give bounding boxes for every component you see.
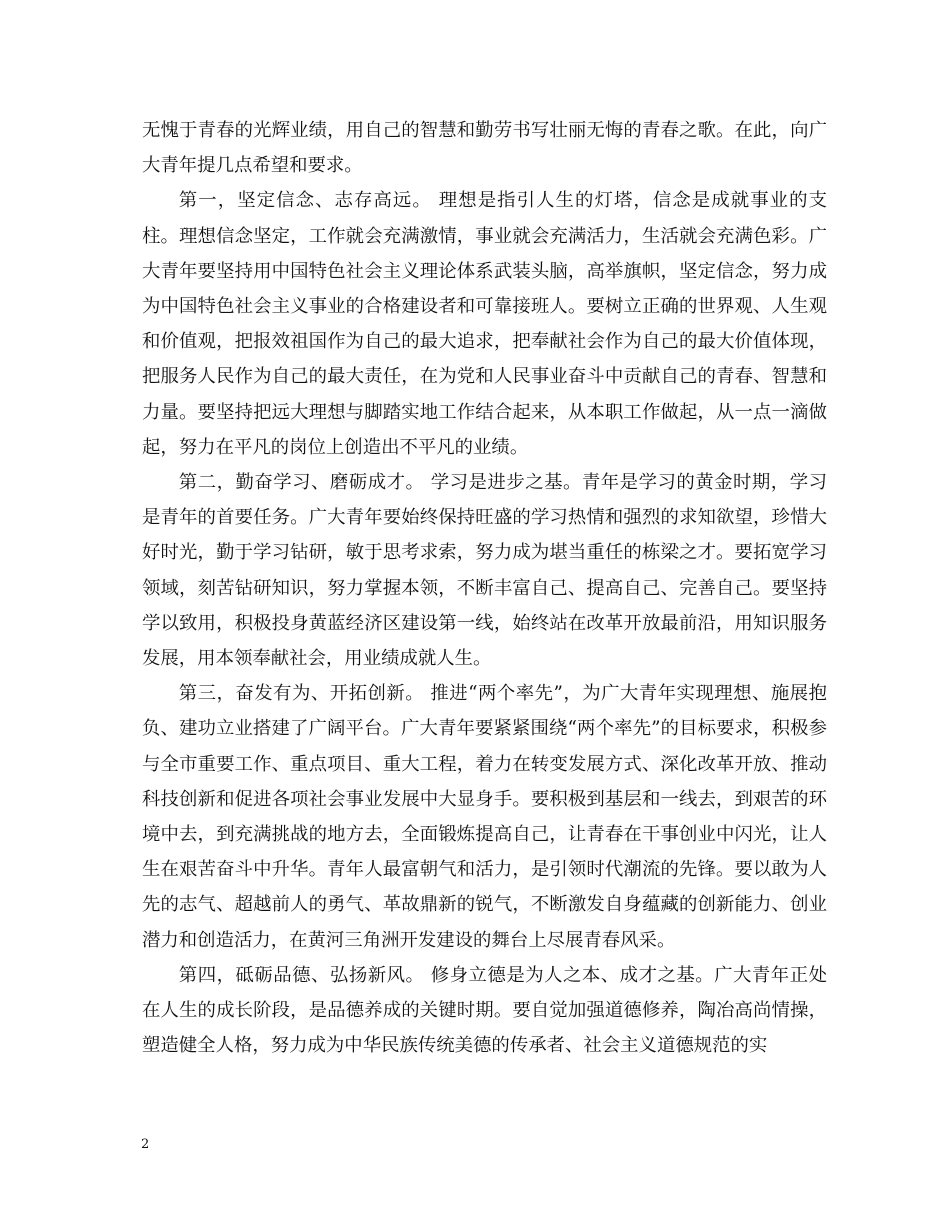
paragraph-firm-belief: 第一，坚定信念、志存高远。 理想是指引人生的灯塔，信念是成就事业的支柱。理想信念坚定，工作就会充满激情，事业就会充满活力，生活就会充满色彩。广大青年要坚持用中国特色社会主义理论体系武装头脑，高举旗帜，坚定信念，努力成为中国特色社会主义事业的合格建设者和可靠接班人。要树立正确的世界观、人生观和价值观，把报效祖国作为自己的最大追求，把奉献社会作为自己的最大价值体现，把服务人民作为自己的最大责任，在为党和人民事业奋斗中贡献自己的青春、智慧和力量。要坚持把远大理想与脚踏实地工作结合起来，从本职工作做起，从一点一滴做起，努力在平凡的岗位上创造出不平凡的业绩。 <box>142 190 827 458</box>
paragraph-continuation: 无愧于青春的光辉业绩，用自己的智慧和勤劳书写壮丽无悔的青春之歌。在此，向广大青年提几点希望和要求。 <box>142 120 827 177</box>
paragraph-innovation: 第三，奋发有为、开拓创新。 推进“两个率先”，为广大青年实现理想、施展抱负、建功立业搭建了广阔平台。广大青年要紧紧围绕“两个率先”的目标要求，积极参与全市重要工作、重点项目、重大工程，着力在转变发展方式、深化改革开放、推动科技创新和促进各项社会事业发展中大显身手。要积极到基层和一线去，到艰苦的环境中去，到充满挑战的地方去，全面锻炼提高自己，让青春在干事创业中闪光，让人生在艰苦奋斗中升华。青年人最富朝气和活力，是引领时代潮流的先锋。要以敢为人先的志气、超越前人的勇气、革故鼎新的锐气，不断激发自身蕴藏的创新能力、创业潜力和创造活力，在黄河三角洲开发建设的舞台上尽展青春风采。 <box>142 683 827 951</box>
body-text <box>142 113 827 1063</box>
page-number: 2 <box>141 1137 150 1152</box>
paragraph-moral-character: 第四，砥砺品德、弘扬新风。 修身立德是为人之本、成才之基。广大青年正处在人生的成长阶段，是品德养成的关键时期。要自觉加强道德修养，陶冶高尚情操，塑造健全人格，努力成为中华民族传统美德的传承者、社会主义道德规范的实 <box>142 964 827 1057</box>
paragraph-diligent-study: 第二，勤奋学习、磨砺成才。 学习是进步之基。青年是学习的黄金时期，学习是青年的首要任务。广大青年要始终保持旺盛的学习热情和强烈的求知欲望，珍惜大好时光，勤于学习钻研，敏于思考求索，努力成为堪当重任的栋梁之才。要拓宽学习领域，刻苦钻研知识，努力掌握本领，不断丰富自己、提高自己、完善自己。要坚持学以致用，积极投身黄蓝经济区建设第一线，始终站在改革开放最前沿，用知识服务发展，用本领奉献社会，用业绩成就人生。 <box>142 472 827 670</box>
